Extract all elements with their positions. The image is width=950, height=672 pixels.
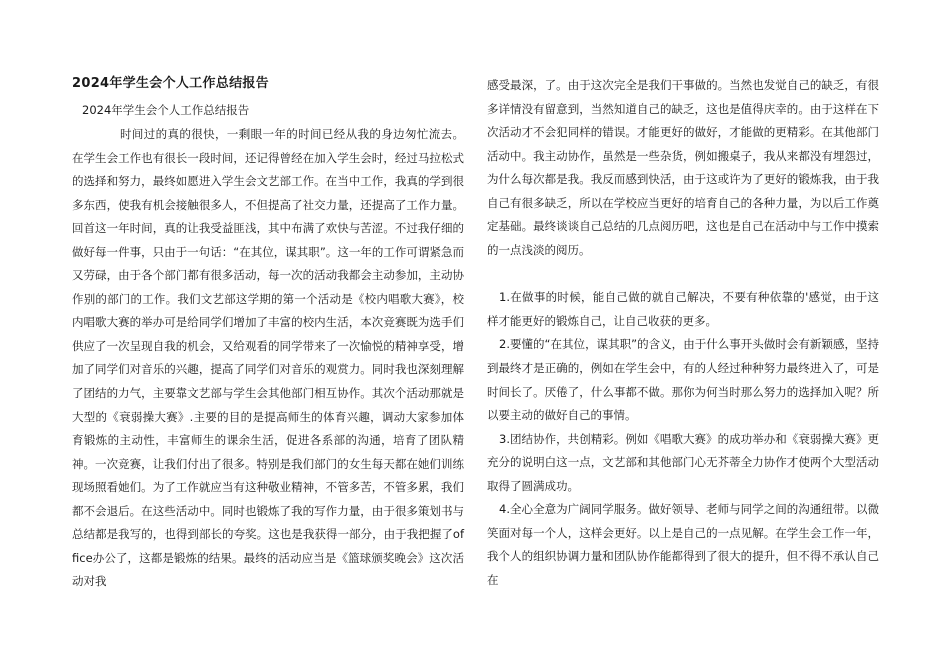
document-subtitle: 2024年学生会个人工作总结报告: [82, 103, 250, 117]
paragraph-spacer: [487, 262, 879, 286]
body-paragraph-continued: 感受最深，了。由于这次完全是我们干事做的。当然也发觉自己的缺乏，有很多详情没有留意到，当然知道自己的缺乏，这也是值得庆幸的。由于这样在下次活动才不会犯同样的错误。才能更好的做好，才能做的更精彩。在其他部门活动中。我主动协作，虽然是一些杂货，例如搬桌子，我从来都没有埋怨过，为什么每次都是我。我反而感到快活，由于这或许为了更好的锻炼我，由于我自己有很多缺乏，所以在学校应当更好的培育自己的各种力量，为以后工作奠定基础。最终谈谈自己总结的几点阅历吧，这也是自己在活动中与工作中摸索的一点浅淡的阅历。: [487, 78, 879, 257]
list-item-4: 4.全心全意为广阔同学服务。做好领导、老师与同学之间的沟通纽带。以微笑面对每一个人，这样会更好。以上是自己的一点见解。在学生会工作一年，我个人的组织协调力量和团队协作能都得到了很大的提升，但不得不承认自己在: [487, 502, 879, 587]
list-item-3: 3.团结协作，共创精彩。例如《唱歌大赛》的成功举办和《衰弱操大赛》更充分的说明白这一点，文艺部和其他部门心无芥蒂全力协作才使两个大型活动取得了圆满成功。: [487, 431, 879, 493]
document-title: 2024年学生会个人工作总结报告: [72, 76, 269, 91]
right-column: [487, 74, 879, 592]
left-column: [72, 74, 464, 594]
body-paragraph: 时间过的真的很快，一剩眼一年的时间已经从我的身边匆忙流去。在学生会工作也有很长一段时间，还记得曾经在加入学生会时，经过马拉松式的选择和努力，最终如愿进入学生会文艺部工作。在当中工作，我真的学到很多东西，使我有机会接触很多人，不但提高了社交力量，还提高了工作力量。回首这一年时间，真的让我受益匪浅，其中布满了欢快与苦涩。不过我仔细的做好每一件事，只由于一句话：“在其位，谋其职”。这一年的工作可谓紧急而又劳碌，由于各个部门都有很多活动，每一次的活动我都会主动参加，主动协作别的部门的工作。我们文艺部这学期的第一个活动是《校内唱歌大赛》，校内唱歌大赛的举办可是给同学们增加了丰富的校内生活，本次竞赛既为选手们供应了一次呈现自我的机会，又给观看的同学带来了一次愉悦的精神享受，增加了同学们对音乐的兴趣，提高了同学们对音乐的观赏力。同时我也深刻理解了团结的力气，主要靠文艺部与学生会其他部门相互协作。其次个活动那就是大型的《衰弱操大赛》.主要的目的是提高师生的体育兴趣，调动大家参加体育锻炼的主动性，丰富师生的课余生活，促进各系部的沟通，培育了团队精神。一次竞赛，让我们付出了很多。特别是我们部门的女生每天都在她们训练现场照看她们。为了工作就应当有这种敬业精神，不管多苦，不管多累，我们都不会退后。在这些活动中。同时也锻炼了我的写作力量，由于很多策划书与总结都是我写的，也得到部长的夸奖。这也是我获得一部分，由于我把握了office办公了，这都是锻炼的结果。最终的活动应当是《篮球颁奖晚会》这次活动对我: [72, 127, 464, 589]
list-item-2: 2.要懂的“在其位，谋其职”的含义，由于什么事开头做时会有新颖感，坚持到最终才是正确的，例如在学生会中，有的人经过种种努力最终进入了，可是时间长了。厌倦了，什么事都不做。那你为何当时那么努力的选择加入呢？所以要主动的做好自己的事情。: [487, 337, 879, 423]
list-item-1: 1.在做事的时候，能自己做的就自己解决，不要有种依靠的'感觉，由于这样才能更好的锻炼自己，让自己收获的更多。: [487, 290, 879, 328]
